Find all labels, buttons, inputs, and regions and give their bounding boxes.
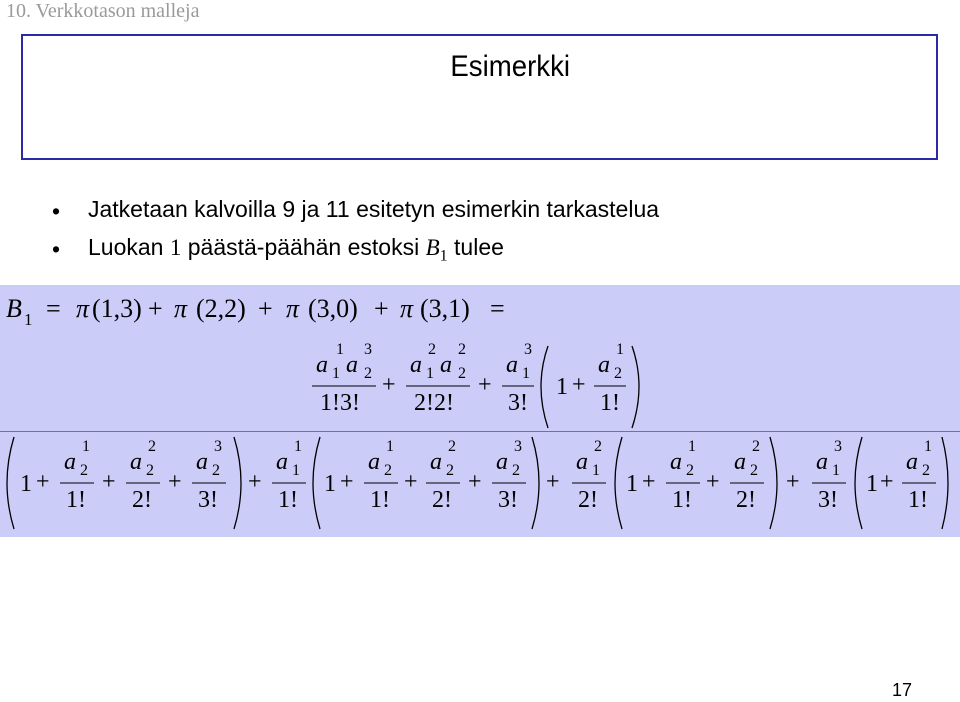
slide-title: Esimerkki bbox=[450, 50, 570, 83]
svg-text:1: 1 bbox=[626, 471, 638, 497]
svg-text:3!: 3! bbox=[818, 487, 838, 513]
svg-text:a: a bbox=[670, 449, 682, 475]
bullet-dot-icon: • bbox=[52, 198, 61, 224]
svg-text:a: a bbox=[440, 352, 452, 378]
svg-text:2: 2 bbox=[458, 341, 466, 358]
svg-text:1!: 1! bbox=[600, 390, 620, 416]
header-chapter: 10. Verkkotason malleja bbox=[6, 0, 200, 22]
svg-text:+: + bbox=[258, 294, 273, 323]
svg-text:1!3!: 1!3! bbox=[320, 390, 360, 416]
svg-text:2!: 2! bbox=[132, 487, 152, 513]
svg-text:2!: 2! bbox=[432, 487, 452, 513]
svg-text:+: + bbox=[572, 372, 586, 398]
formula-panel bbox=[0, 285, 960, 537]
svg-text:2: 2 bbox=[364, 365, 372, 382]
svg-text:+: + bbox=[478, 372, 492, 398]
svg-text:3: 3 bbox=[514, 438, 522, 455]
svg-text:+: + bbox=[642, 469, 656, 495]
svg-text:+: + bbox=[148, 294, 163, 323]
svg-text:3!: 3! bbox=[508, 390, 528, 416]
svg-text:a: a bbox=[598, 352, 610, 378]
svg-text:2: 2 bbox=[146, 462, 154, 479]
svg-text:2!: 2! bbox=[736, 487, 756, 513]
svg-text:2: 2 bbox=[686, 462, 694, 479]
svg-text:a: a bbox=[130, 449, 142, 475]
svg-text:2: 2 bbox=[750, 462, 758, 479]
svg-text:1: 1 bbox=[832, 462, 840, 479]
svg-text:2: 2 bbox=[428, 341, 436, 358]
svg-text:=: = bbox=[490, 294, 505, 323]
svg-text:2: 2 bbox=[512, 462, 520, 479]
svg-text:B: B bbox=[6, 294, 22, 323]
svg-text:2: 2 bbox=[458, 365, 466, 382]
svg-text:2: 2 bbox=[212, 462, 220, 479]
svg-text:a: a bbox=[506, 352, 518, 378]
svg-text:2: 2 bbox=[148, 438, 156, 455]
svg-text:+: + bbox=[248, 469, 262, 495]
svg-text:1: 1 bbox=[592, 462, 600, 479]
svg-text:1: 1 bbox=[924, 438, 932, 455]
svg-text:a: a bbox=[196, 449, 208, 475]
svg-text:3: 3 bbox=[524, 341, 532, 358]
svg-text:a: a bbox=[906, 449, 918, 475]
svg-text:+: + bbox=[36, 469, 50, 495]
svg-text:+: + bbox=[168, 469, 182, 495]
svg-text:2: 2 bbox=[922, 462, 930, 479]
svg-text:a: a bbox=[368, 449, 380, 475]
formula-line-2 bbox=[0, 340, 960, 435]
svg-text:+: + bbox=[340, 469, 354, 495]
svg-text:1!: 1! bbox=[370, 487, 390, 513]
svg-text:1!: 1! bbox=[278, 487, 298, 513]
svg-text:(2,2): (2,2) bbox=[196, 294, 246, 323]
svg-text:a: a bbox=[276, 449, 288, 475]
svg-text:+: + bbox=[102, 469, 116, 495]
svg-text:+: + bbox=[382, 372, 396, 398]
formula-divider bbox=[0, 431, 960, 432]
svg-text:2!: 2! bbox=[578, 487, 598, 513]
svg-text:π: π bbox=[174, 294, 188, 323]
svg-text:=: = bbox=[46, 294, 61, 323]
svg-text:3: 3 bbox=[834, 438, 842, 455]
svg-text:2: 2 bbox=[80, 462, 88, 479]
svg-text:3!: 3! bbox=[198, 487, 218, 513]
bullet-text: Jatketaan kalvoilla 9 ja 11 esitetyn esimerkin tarkastelua bbox=[88, 196, 660, 222]
svg-text:a: a bbox=[576, 449, 588, 475]
svg-text:2: 2 bbox=[384, 462, 392, 479]
svg-text:a: a bbox=[316, 352, 328, 378]
svg-text:1: 1 bbox=[20, 471, 32, 497]
svg-text:2: 2 bbox=[752, 438, 760, 455]
bullet-dot-icon: • bbox=[52, 236, 61, 262]
svg-text:2: 2 bbox=[448, 438, 456, 455]
svg-text:1: 1 bbox=[688, 438, 696, 455]
svg-text:1: 1 bbox=[386, 438, 394, 455]
svg-text:π: π bbox=[286, 294, 300, 323]
svg-text:2: 2 bbox=[446, 462, 454, 479]
svg-text:1: 1 bbox=[426, 365, 434, 382]
svg-text:(1,3): (1,3) bbox=[92, 294, 142, 323]
svg-text:1!: 1! bbox=[672, 487, 692, 513]
page-number: 17 bbox=[891, 680, 912, 700]
svg-text:a: a bbox=[734, 449, 746, 475]
svg-text:+: + bbox=[404, 469, 418, 495]
svg-text:1: 1 bbox=[324, 471, 336, 497]
svg-text:+: + bbox=[786, 469, 800, 495]
svg-text:2!2!: 2!2! bbox=[414, 390, 454, 416]
svg-text:1: 1 bbox=[24, 310, 33, 329]
svg-text:3: 3 bbox=[364, 341, 372, 358]
svg-text:a: a bbox=[346, 352, 358, 378]
svg-text:1: 1 bbox=[292, 462, 300, 479]
svg-text:1: 1 bbox=[866, 471, 878, 497]
svg-text:+: + bbox=[374, 294, 389, 323]
bullet-text: Luokan 1 päästä-päähän estoksi $B_1$ tulee bbox=[88, 234, 504, 265]
svg-text:+: + bbox=[468, 469, 482, 495]
svg-text:a: a bbox=[64, 449, 76, 475]
svg-text:2: 2 bbox=[614, 365, 622, 382]
formula-line-1 bbox=[0, 285, 960, 345]
svg-text:2: 2 bbox=[594, 438, 602, 455]
svg-text:+: + bbox=[546, 469, 560, 495]
svg-text:(3,1): (3,1) bbox=[420, 294, 470, 323]
svg-text:+: + bbox=[880, 469, 894, 495]
svg-text:1: 1 bbox=[556, 374, 568, 400]
svg-text:1: 1 bbox=[522, 365, 530, 382]
svg-text:1: 1 bbox=[616, 341, 624, 358]
svg-text:1!: 1! bbox=[908, 487, 928, 513]
svg-text:+: + bbox=[706, 469, 720, 495]
svg-text:1!: 1! bbox=[66, 487, 86, 513]
svg-text:(3,0): (3,0) bbox=[308, 294, 358, 323]
svg-text:π: π bbox=[76, 294, 90, 323]
svg-text:3!: 3! bbox=[498, 487, 518, 513]
svg-text:a: a bbox=[430, 449, 442, 475]
svg-text:a: a bbox=[410, 352, 422, 378]
svg-text:1: 1 bbox=[82, 438, 90, 455]
svg-text:1: 1 bbox=[294, 438, 302, 455]
svg-text:3: 3 bbox=[214, 438, 222, 455]
svg-text:a: a bbox=[816, 449, 828, 475]
svg-text:1: 1 bbox=[336, 341, 344, 358]
svg-text:a: a bbox=[496, 449, 508, 475]
formula-line-3 bbox=[0, 433, 960, 537]
svg-text:1: 1 bbox=[332, 365, 340, 382]
svg-text:π: π bbox=[400, 294, 414, 323]
